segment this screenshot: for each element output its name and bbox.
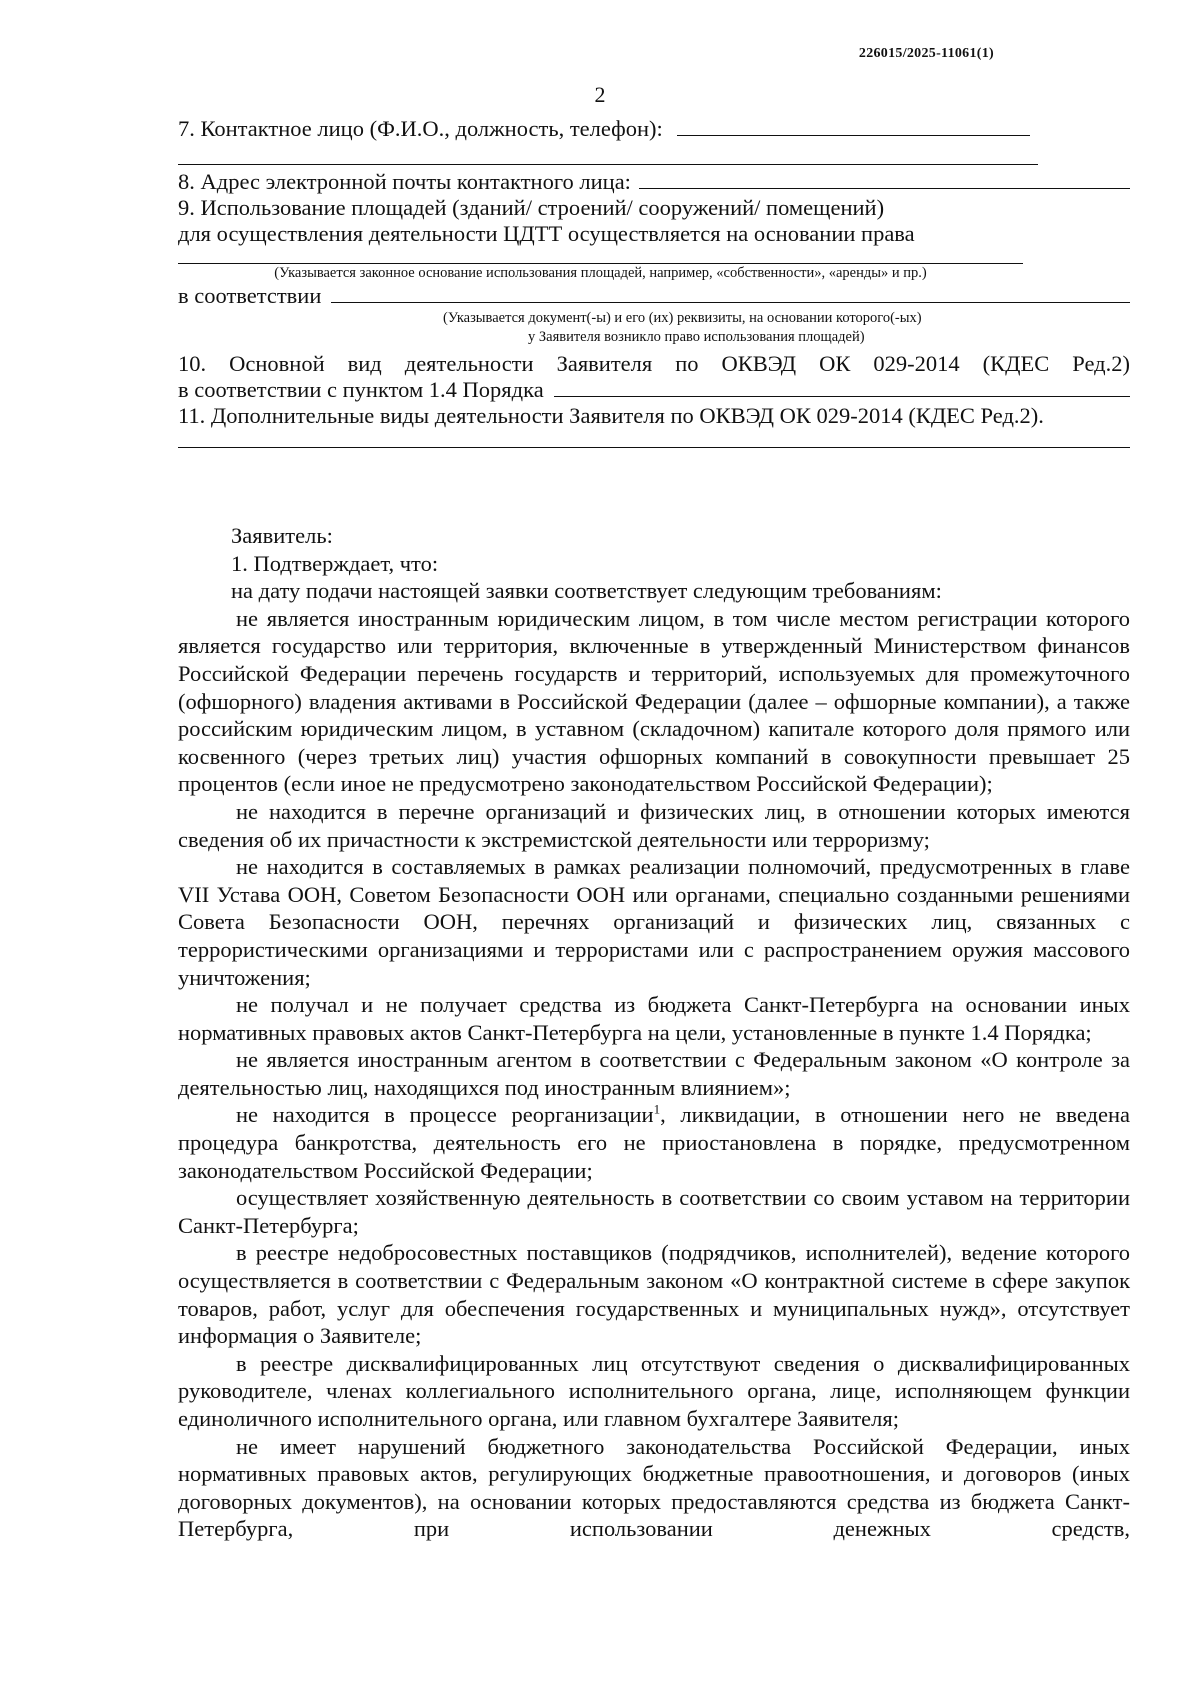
applicant-section <box>178 522 1130 1543</box>
email-field <box>178 169 1130 195</box>
requirement-un-lists: не находится в составляемых в рамках реализации полномочий, предусмотренных в главе VII Устава ООН, Советом Безопасности ООН или органами, специально созданными решениями Совета Безопасности ООН, перечнях организаций и физических лиц, связанных с террористическими организациями и террористами или с распространением оружия массового уничтожения; <box>178 854 1130 990</box>
applicant-intro: на дату подачи настоящей заявки соответствует следующим требованиям: <box>231 578 942 604</box>
email-blank[interactable] <box>639 170 1130 189</box>
document-number: 226015/2025-11061(1) <box>858 46 994 61</box>
premises-basis-note: (Указывается законное основание использования площадей, например, «собственности», «аренды» и пр.) <box>274 265 927 281</box>
main-activity-field <box>178 377 1130 403</box>
applicant-heading: Заявитель: <box>231 523 333 548</box>
accordance-field <box>178 283 1130 309</box>
reorganization-text: не находится в процессе реорганизации <box>236 1102 654 1128</box>
premises-line2: для осуществления деятельности ЦДТТ осуществляется на основании права <box>178 221 915 246</box>
contact-person-label: 7. Контактное лицо (Ф.И.О., должность, телефон): <box>178 116 663 141</box>
accordance-note-line1: (Указывается документ(-ы) и его (их) реквизиты, на основании которого(-ых) <box>443 310 922 326</box>
requirement-economic-activity: осуществляет хозяйственную деятельность в соответствии со своим уставом на территории Санкт-Петербурга; <box>178 1185 1130 1238</box>
main-activity-blank[interactable] <box>554 378 1130 397</box>
form-section <box>178 116 1130 448</box>
footnote-mark[interactable]: 1 <box>653 1101 661 1117</box>
additional-activities-blank[interactable] <box>178 427 1130 448</box>
contact-person-blank-line2[interactable] <box>178 144 1038 165</box>
additional-activities-label: 11. Дополнительные виды деятельности Заявителя по ОКВЭД ОК 029-2014 (КДЕС Ред.2). <box>178 403 1044 428</box>
premises-basis-blank[interactable] <box>178 245 1023 264</box>
applicant-confirm: 1. Подтверждает, что: <box>231 550 439 576</box>
requirement-foreign-agent: не является иностранным агентом в соответствии с Федеральным законом «О контроле за деятельностью лиц, находящихся под иностранным влиянием»; <box>178 1047 1130 1100</box>
requirement-offshore: не является иностранным юридическим лицом, в том числе местом регистрации которого является государство или территория, включенные в утвержденный Министерством финансов Российской Федерации перечень государств и территорий, используемых для промежуточного (офшорного) владения активами в Российской Федерации (далее – офшорные компании), а также российским юридическим лицом, в уставном (складочном) капитале которого доля прямого или косвенного (через третьих лиц) участия офшорных компаний в совокупности превышает 25 процентов (если иное не предусмотрено законодательством Российской Федерации); <box>178 605 1130 797</box>
main-activity-label: в соответствии с пунктом 1.4 Порядка <box>178 377 544 402</box>
reorganization-text-cont: , ликвидации, в отношении него не введена процедура банкротства, деятельность его не приостановлена в порядке, предусмотренном законодательством Российской Федерации; <box>178 1102 1130 1183</box>
email-label: 8. Адрес электронной почты контактного лица: <box>178 169 631 194</box>
page-number: 2 <box>594 82 606 107</box>
requirement-extremism: не находится в перечне организаций и физических лиц, в отношении которых имеются сведения об их причастности к экстремистской деятельности или терроризму; <box>178 798 1130 852</box>
requirement-disqualified: в реестре дисквалифицированных лиц отсутствуют сведения о дисквалифицированных руководителе, членах коллегиального исполнительного органа, лице, исполняющем функции единоличного исполнительного органа, или главном бухгалтере Заявителя; <box>178 1350 1130 1431</box>
contact-person-field <box>178 116 1130 142</box>
accordance-blank[interactable] <box>331 284 1130 303</box>
main-activity-line1: 10. Основной вид деятельности Заявителя по ОКВЭД ОК 029-2014 (КДЕС Ред.2) <box>178 351 1130 376</box>
accordance-note-line2: у Заявителя возникло право использования площадей) <box>528 329 865 345</box>
requirement-reorganization <box>178 1101 1130 1184</box>
requirement-unfair-suppliers: в реестре недобросовестных поставщиков (подрядчиков, исполнителей), ведение которого осуществляется в соответствии с Федеральным законом «О контрактной системе в сфере закупок товаров, работ, услуг для обеспечения государственных и муниципальных нужд», отсутствует информация о Заявителе; <box>178 1240 1130 1349</box>
premises-line1: 9. Использование площадей (зданий/ строений/ сооружений/ помещений) <box>178 195 885 220</box>
requirement-budget-violations: не имеет нарушений бюджетного законодательства Российской Федерации, иных нормативных правовых актов, регулирующих бюджетные правоотношения, и договоров (иных договорных документов), на основании которых предоставляются средства из бюджета Санкт-Петербурга, при использовании денежных средств, <box>178 1433 1130 1542</box>
requirement-budget-funds: не получал и не получает средства из бюджета Санкт-Петербурга на основании иных нормативных правовых актов Санкт-Петербурга на цели, установленные в пункте 1.4 Порядка; <box>178 992 1130 1045</box>
accordance-label: в соответствии <box>178 283 322 308</box>
contact-person-blank[interactable] <box>677 117 1030 136</box>
